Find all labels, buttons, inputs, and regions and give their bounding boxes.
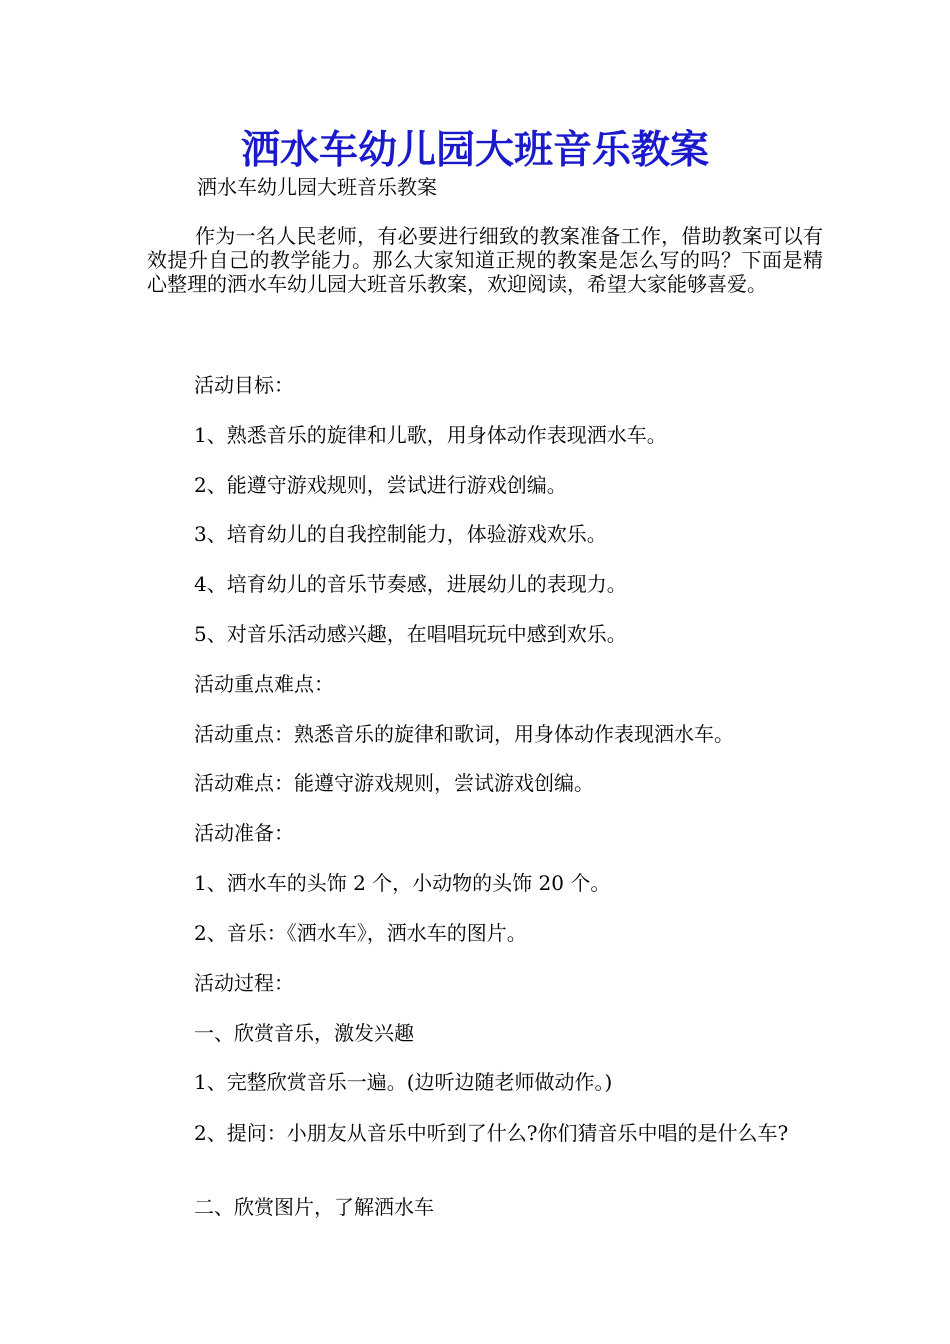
document-subtitle: 洒水车幼儿园大班音乐教案 xyxy=(197,175,437,199)
list-item: 2、音乐：《洒水车》，洒水车的图片。 xyxy=(194,921,527,945)
section-heading-focus: 活动重点难点： xyxy=(194,672,334,696)
list-item: 4、培育幼儿的音乐节奏感，进展幼儿的表现力。 xyxy=(194,572,627,596)
section-heading-process: 活动过程： xyxy=(194,971,294,995)
paragraph: 活动难点：能遵守游戏规则，尝试游戏创编。 xyxy=(194,771,594,795)
section-heading-preparation: 活动准备： xyxy=(194,821,294,845)
list-item: 1、洒水车的头饰 2 个，小动物的头饰 20 个。 xyxy=(194,871,611,895)
list-item: 3、培育幼儿的自我控制能力，体验游戏欢乐。 xyxy=(194,522,607,546)
list-item: 2、能遵守游戏规则，尝试进行游戏创编。 xyxy=(194,473,567,497)
list-item: 5、对音乐活动感兴趣，在唱唱玩玩中感到欢乐。 xyxy=(194,622,627,646)
list-item: 1、完整欣赏音乐一遍。(边听边随老师做动作。) xyxy=(194,1070,613,1094)
list-item: 1、熟悉音乐的旋律和儿歌，用身体动作表现洒水车。 xyxy=(194,423,667,447)
sub-heading: 一、欣赏音乐，激发兴趣 xyxy=(194,1021,414,1045)
section-heading-goals: 活动目标： xyxy=(194,373,294,397)
sub-heading: 二、欣赏图片，了解洒水车 xyxy=(194,1195,434,1219)
document-title: 洒水车幼儿园大班音乐教案 xyxy=(240,127,709,173)
list-item: 2、提问：小朋友从音乐中听到了什么?你们猜音乐中唱的是什么车? xyxy=(194,1121,789,1145)
paragraph: 活动重点：熟悉音乐的旋律和歌词，用身体动作表现洒水车。 xyxy=(194,722,734,746)
intro-paragraph: 作为一名人民老师，有必要进行细致的教案准备工作，借助教案可以有效提升自己的教学能力。那么大家知道正规的教案是怎么写的吗？下面是精心整理的洒水车幼儿园大班音乐教案，欢迎阅读，希望大家能够喜爱。 xyxy=(147,224,823,296)
